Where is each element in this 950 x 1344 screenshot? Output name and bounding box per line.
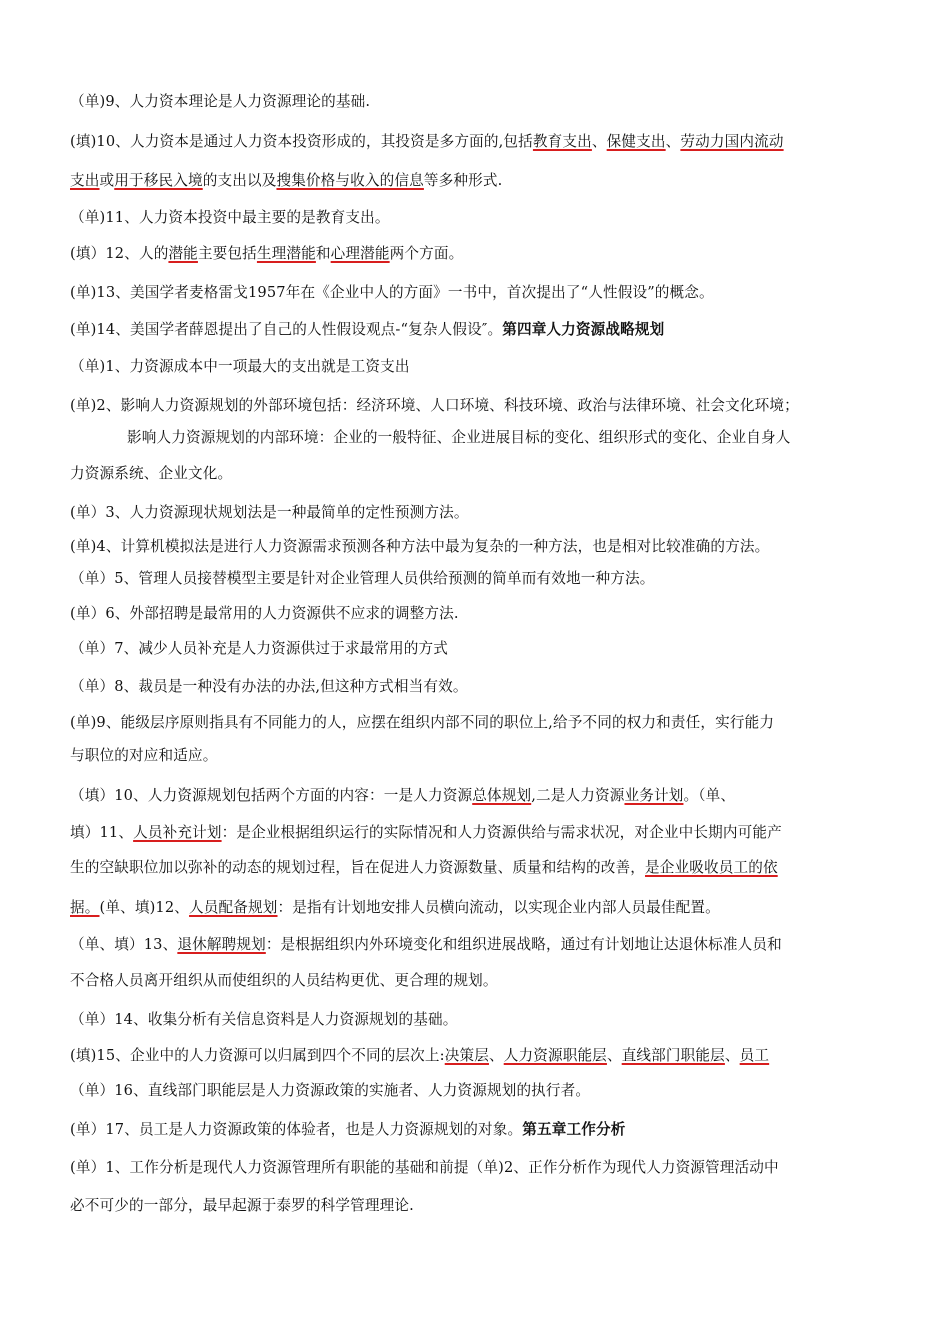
underlined-answer: 是企业吸收员工的依: [645, 859, 778, 876]
text-segment: 生的空缺职位加以弥补的动态的规划过程，旨在促进人力资源数量、质量和结构的改善，: [70, 859, 646, 876]
text-segment: 。（单、: [683, 787, 736, 804]
text-line: [70, 357, 410, 377]
text-segment: 、: [488, 1047, 504, 1064]
text-segment: ：是企业根据组织运行的实际情况和人力资源供给与需求状况，对企业中长期内可能产: [221, 824, 782, 841]
text-segment: (单）3、人力资源现状规划法是一种最简单的定性预测方法。: [70, 504, 469, 521]
text-line: [70, 898, 720, 918]
chapter-heading: 第五章工作分析: [522, 1121, 626, 1138]
text-segment: 两个方面。: [389, 245, 464, 262]
text-segment: 力资源系统、企业文化。: [70, 465, 233, 482]
text-segment: (单)13、美国学者麦格雷戈1957年在《企业中人的方面》一书中，首次提出了“人性假设”的概念。: [70, 284, 714, 301]
text-segment: (单）17、员工是人力资源政策的体验者，也是人力资源规划的对象。: [70, 1121, 523, 1138]
underlined-answer: 人员配备规划: [189, 899, 278, 916]
text-segment: (单）1、工作分析是现代人力资源管理所有职能的基础和前提（单)2、正作分析作为现代人力资源管理活动中: [70, 1159, 779, 1176]
underlined-answer: 保健支出: [606, 133, 666, 150]
text-segment: （单）7、减少人员补充是人力资源供过于求最常用的方式: [70, 640, 449, 657]
text-segment: 影响人力资源规划的内部环境：企业的一般特征、企业进展目标的变化、组织形式的变化、企业自身人: [127, 429, 791, 446]
text-segment: ：是指有计划地安排人员横向流动，以实现企业内部人员最佳配置。: [277, 899, 720, 916]
text-segment: （单）14、收集分析有关信息资料是人力资源规划的基础。: [70, 1011, 458, 1028]
text-line: [70, 677, 468, 697]
text-segment: 必不可少的一部分，最早起源于泰罗的科学管理理论.: [70, 1197, 414, 1214]
text-line: [70, 971, 498, 991]
text-segment: 与职位的对应和适应。: [70, 747, 218, 764]
underlined-answer: 心理潜能: [330, 245, 390, 262]
underlined-answer: 决策层: [444, 1047, 489, 1064]
text-segment: 主要包括: [197, 245, 257, 262]
text-line: [70, 537, 769, 557]
text-segment: 的支出以及: [202, 172, 277, 189]
text-line: [70, 823, 782, 843]
text-line: [70, 786, 735, 806]
underlined-answer: 总体规划: [472, 787, 532, 804]
text-line: [70, 1120, 626, 1140]
underlined-answer: 人员补充计划: [133, 824, 222, 841]
underlined-answer: 生理潜能: [256, 245, 316, 262]
text-segment: （单)11、人力资本投资中最主要的是教育支出。: [70, 209, 390, 226]
text-line: [70, 396, 799, 416]
text-line: [70, 1010, 457, 1030]
text-line: [70, 244, 463, 264]
text-line: [70, 132, 784, 152]
chapter-heading: 第四章人力资源战略规划: [502, 321, 665, 338]
text-segment: 、: [724, 1047, 740, 1064]
text-line: [70, 746, 217, 766]
underlined-answer: 潜能: [168, 245, 198, 262]
text-segment: （单)1、力资源成本中一项最大的支出就是工资支出: [70, 358, 410, 375]
underlined-answer: 员工: [739, 1047, 770, 1064]
text-segment: （单）8、裁员是一种没有办法的办法,但这种方式相当有效。: [70, 678, 468, 695]
text-segment: (填)10、人力资本是通过人力资本投资形成的，其投资是多方面的,包括: [70, 133, 533, 150]
text-segment: (单、填)12、: [99, 899, 190, 916]
underlined-answer: 用于移民入境: [114, 172, 203, 189]
text-segment: (单)4、计算机模拟法是进行人力资源需求预测各种方法中最为复杂的一种方法，也是相对比较准确的方法。: [70, 538, 770, 555]
underlined-answer: 据。: [70, 899, 100, 916]
text-segment: (填）12、人的: [70, 245, 169, 262]
text-segment: （填）10、人力资源规划包括两个方面的内容：一是人力资源: [70, 787, 473, 804]
text-line: [70, 713, 774, 733]
text-segment: （单）5、管理人员接替模型主要是针对企业管理人员供给预测的简单而有效地一种方法。: [70, 570, 655, 587]
text-segment: (单)9、能级层序原则指具有不同能力的人，应摆在组织内部不同的职位上,给予不同的权力和责任，实行能力: [70, 714, 775, 731]
text-line: [70, 604, 459, 624]
text-segment: （单）16、直线部门职能层是人力资源政策的实施者、人力资源规划的执行者。: [70, 1082, 591, 1099]
text-segment: (单）6、外部招聘是最常用的人力资源供不应求的调整方法.: [70, 605, 459, 622]
text-segment: 不合格人员离开组织从而使组织的人员结构更优、更合理的规划。: [70, 972, 498, 989]
underlined-answer: 退休解聘规划: [177, 936, 266, 953]
underlined-answer: 直线部门职能层: [621, 1047, 725, 1064]
text-segment: ：是根据组织内外环境变化和组织进展战略，通过有计划地让达退休标准人员和: [265, 936, 782, 953]
text-line: [70, 320, 664, 340]
text-line: [70, 1196, 414, 1216]
text-segment: ,二是人力资源: [531, 787, 625, 804]
text-line: [70, 1158, 779, 1178]
text-line: [70, 208, 390, 228]
text-segment: 、: [606, 1047, 622, 1064]
underlined-answer: 人力资源职能层: [503, 1047, 607, 1064]
text-segment: (单)2、影响人力资源规划的外部环境包括：经济环境、人口环境、科技环境、政治与法律环境、社会文化环境；: [70, 397, 799, 414]
text-line: [70, 464, 232, 484]
text-line: [70, 1081, 590, 1101]
text-segment: (单)14、美国学者薛恩提出了自己的人性假设观点-“复杂人假设″。: [70, 321, 503, 338]
text-segment: 填）11、: [70, 824, 134, 841]
underlined-answer: 搜集价格与收入的信息: [276, 172, 424, 189]
text-line: [70, 639, 448, 659]
text-segment: 、: [591, 133, 607, 150]
text-segment: （单、填）13、: [70, 936, 178, 953]
text-segment: （单)9、人力资本理论是人力资源理论的基础.: [70, 93, 371, 110]
text-line: [70, 1046, 769, 1066]
underlined-answer: 劳动力国内流动: [680, 133, 784, 150]
text-line: [70, 283, 714, 303]
text-segment: 或: [99, 172, 115, 189]
underlined-answer: 支出: [70, 172, 100, 189]
text-line: [70, 503, 469, 523]
text-line: [70, 92, 370, 112]
text-line: [127, 428, 790, 448]
text-line: [70, 935, 782, 955]
text-line: [70, 858, 778, 878]
text-segment: 和: [315, 245, 331, 262]
text-segment: (填)15、企业中的人力资源可以归属到四个不同的层次上:: [70, 1047, 445, 1064]
text-line: [70, 569, 654, 589]
text-segment: 等多种形式.: [423, 172, 503, 189]
underlined-answer: 教育支出: [532, 133, 592, 150]
text-line: [70, 171, 502, 191]
underlined-answer: 业务计划: [624, 787, 684, 804]
text-segment: 、: [665, 133, 681, 150]
